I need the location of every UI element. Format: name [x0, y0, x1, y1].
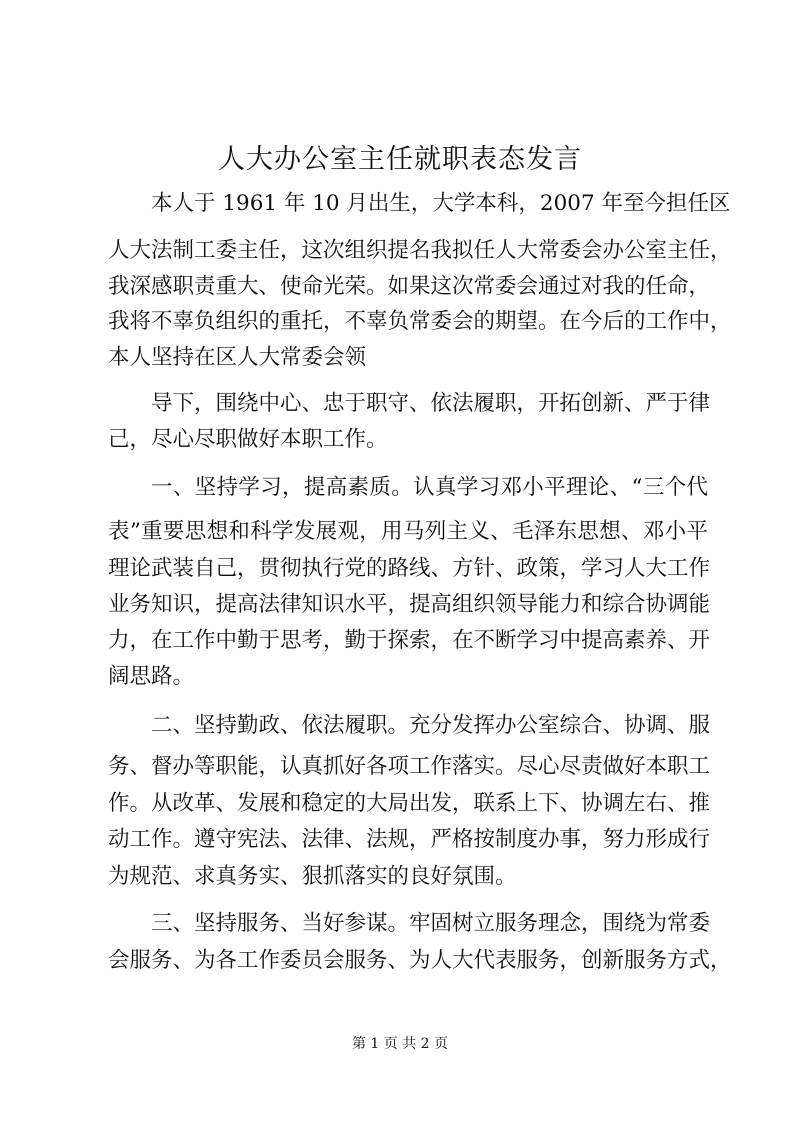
paragraph-line: 三、坚持服务、当好参谋。牢固树立服务理念，围绕为常委	[151, 911, 711, 936]
paragraph-line: 导下，围绕中心、忠于职守、依法履职，开拓创新、严于律	[151, 391, 711, 416]
paragraph-line: 本人于 1961 年 10 月出生，大学本科，2007 年至今担任区	[151, 191, 731, 216]
paragraph-line: 己，尽心尽职做好本职工作。	[108, 427, 388, 452]
paragraph-line: 务、督办等职能，认真抓好各项工作落实。尽心尽责做好本职工	[108, 754, 711, 779]
paragraph-line: 我深感职责重大、使命光荣。如果这次常委会通过对我的任命，	[108, 274, 711, 299]
paragraph-line: 人大法制工委主任，这次组织提名我拟任人大常委会办公室主任，	[108, 238, 732, 263]
paragraph-line: 会服务、为各工作委员会服务、为人大代表服务，创新服务方式，	[108, 948, 732, 973]
paragraph-line: 二、坚持勤政、依法履职。充分发挥办公室综合、协调、服	[151, 713, 711, 738]
paragraph-line: 动工作。遵守宪法、法律、法规，严格按制度办事，努力形成行	[108, 827, 711, 852]
paragraph-line: 本人坚持在区人大常委会领	[108, 345, 367, 370]
paragraph-line: 业务知识，提高法律知识水平，提高组织领导能力和综合协调能	[108, 592, 711, 617]
paragraph-line: 作。从改革、发展和稳定的大局出发，联系上下、协调左右、推	[108, 791, 711, 816]
document-title: 人大办公室主任就职表态发言	[218, 144, 582, 175]
paragraph-line: 理论武装自己，贯彻执行党的路线、方针、政策，学习人大工作	[108, 556, 711, 581]
paragraph-line: 阔思路。	[108, 664, 195, 689]
paragraph-line: 表”重要思想和科学发展观，用马列主义、毛泽东思想、邓小平	[108, 519, 708, 544]
page-number-footer: 第 1 页 共 2 页	[351, 1036, 449, 1052]
paragraph-line: 我将不辜负组织的重托，不辜负常委会的期望。在今后的工作中，	[108, 309, 732, 334]
paragraph-line: 一、坚持学习，提高素质。认真学习邓小平理论、“三个代	[151, 475, 708, 500]
paragraph-line: 力，在工作中勤于思考，勤于探索，在不断学习中提高素养、开	[108, 628, 711, 653]
paragraph-line: 为规范、求真务实、狠抓落实的良好氛围。	[108, 864, 517, 889]
